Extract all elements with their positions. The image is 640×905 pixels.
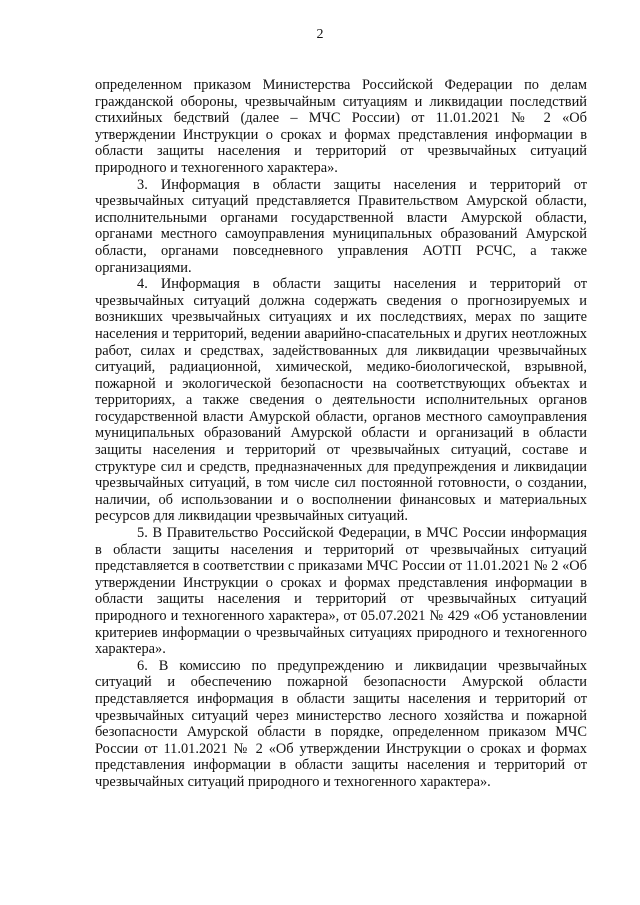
paragraph-item-4: 4. Информация в области защиты населения и территорий от чрезвычайных ситуаций должна содержать сведения о прогнозируемых и возникших чрезвычайных ситуациях и их последствиях, мерах по защите населения и территорий, ведении аварийно-спасательных и других неотложных работ, силах и средствах, задействованных для ликвидации чрезвычайных ситуаций, радиационной, химической, медико-биологической, взрывной, пожарной и экологической безопасности на соответствующих объектах и территориях, а также сведения о деятельности исполнительных органов государственной власти Амурской области, органов местного самоуправления муниципальных образований Амурской области и организаций в области защиты населения и территорий от чрезвычайных ситуаций, составе и структуре сил и средств, предназначенных для предупреждения и ликвидации чрезвычайных ситуаций, в том числе сил постоянной готовности, о создании, наличии, об использовании и о восполнении финансовых и материальных ресурсов для ликвидации чрезвычайных ситуаций. bbox=[95, 276, 587, 525]
paragraph-continuation: определенном приказом Министерства Российской Федерации по делам гражданской обороны, чрезвычайным ситуациям и ликвидации последствий стихийных бедствий (далее – МЧС России) от 11.01.2021 № 2 «Об утверждении Инструкции о сроках и формах представления информации в области защиты населения и территорий от чрезвычайных ситуаций природного и техногенного характера». bbox=[95, 77, 587, 176]
paragraph-item-6: 6. В комиссию по предупреждению и ликвидации чрезвычайных ситуаций и обеспечению пожарной безопасности Амурской области представляется информация в области защиты населения и территорий от чрезвычайных ситуаций через министерство лесного хозяйства и пожарной безопасности Амурской области в порядке, определенном приказом МЧС России от 11.01.2021 № 2 «Об утверждении Инструкции о сроках и формах представления информации в области защиты населения и территорий от чрезвычайных ситуаций природного и техногенного характера». bbox=[95, 657, 587, 790]
page-number: 2 bbox=[316, 27, 324, 42]
paragraph-item-3: 3. Информация в области защиты населения и территорий от чрезвычайных ситуаций представляется Правительством Амурской области, исполнительными органами государственной власти Амурской области, органами местного самоуправления муниципальных образований Амурской области, органами повседневного управления АОТП РСЧС, а также организациями. bbox=[95, 176, 587, 276]
paragraph-item-5: 5. В Правительство Российской Федерации, в МЧС России информация в области защиты населения и территорий от чрезвычайных ситуаций представляется в соответствии с приказами МЧС России от 11.01.2021 № 2 «Об утверждении Инструкции о сроках и формах представления информации в области защиты населения и территорий от чрезвычайных ситуаций природного и техногенного характера», от 05.07.2021 № 429 «Об установлении критериев информации о чрезвычайных ситуациях природного и техногенного характера». bbox=[95, 525, 587, 658]
document-body bbox=[95, 77, 587, 791]
